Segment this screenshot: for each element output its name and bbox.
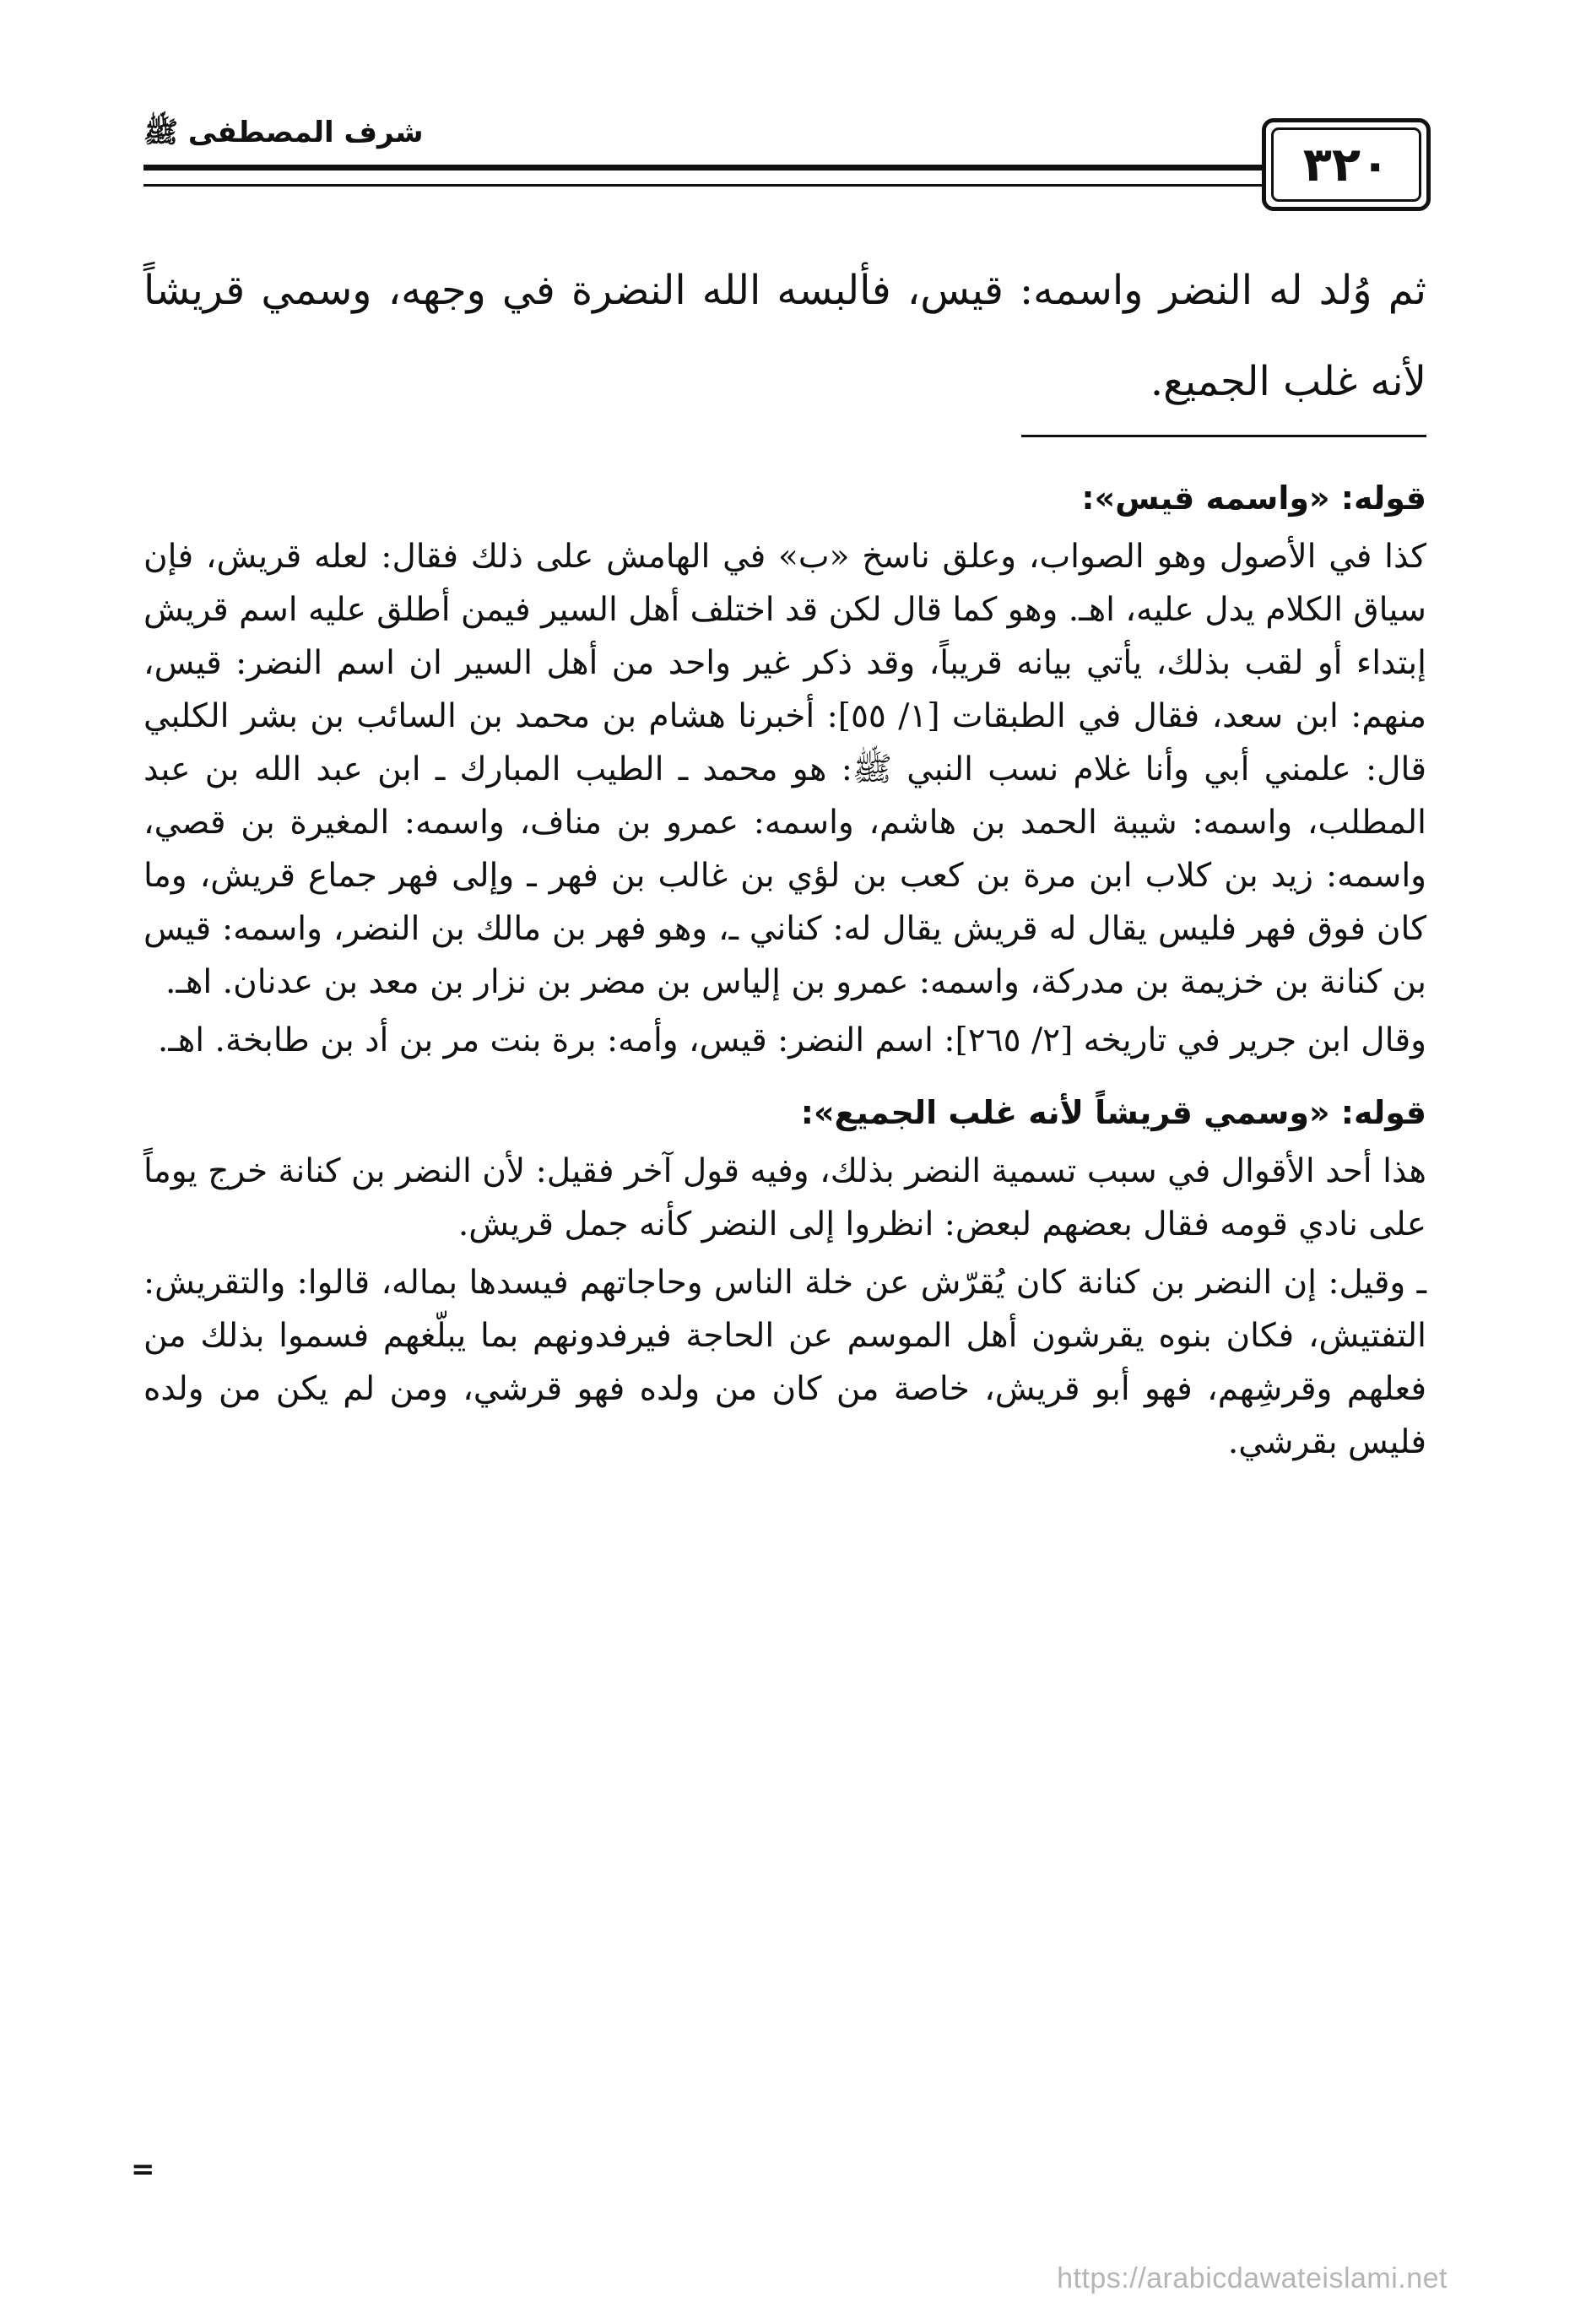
page-number: ٣٢٠ (1302, 137, 1390, 192)
watermark-url: https://arabicdawateislami.net (1057, 2262, 1448, 2294)
note-heading: قوله: «وسمي قريشاً لأنه غلب الجميع»: (800, 1094, 1426, 1131)
note-paragraph: هذا أحد الأقوال في سبب تسمية النضر بذلك، وفيه قول آخر فقيل: لأن النضر بن كنانة خرج يوماً على نادي قومه فقال بعضهم لبعض: انظروا إلى النضر كأنه جمل قريش. (143, 1152, 1426, 1243)
commentary-section (143, 473, 1426, 1474)
main-text: ثم وُلد له النضر واسمه: قيس، فألبسه الله النضرة في وجهه، وسمي قريشاً لأنه غلب الجميع. (143, 267, 1426, 405)
main-text-block (143, 245, 1426, 427)
note-paragraph: كذا في الأصول وهو الصواب، وعلق ناسخ «ب» في الهامش على ذلك فقال: لعله قريش، فإن سياق الكلام يدل عليه، اهـ. وهو كما قال لكن قد اختلف أهل السير فيمن أطلق عليه اسم قريش إبتداء أو لقب بذلك، يأتي بيانه قريباً، وقد ذكر غير واحد من أهل السير ان اسم النضر: قيس، منهم: ابن سعد، فقال في الطبقات [١/ ٥٥]: أخبرنا هشام بن محمد بن السائب بن بشر الكلبي قال: علمني أبي وأنا غلام نسب النبي ﷺ: هو محمد ـ الطيب المبارك ـ ابن عبد الله بن عبد المطلب، واسمه: شيبة الحمد بن هاشم، واسمه: عمرو بن مناف، واسمه: المغيرة بن قصي، واسمه: زيد بن كلاب ابن مرة بن كعب بن لؤي بن غالب بن فهر ـ وإلى فهر جماع قريش، وما كان فوق فهر فليس يقال له قريش يقال له: كناني ـ، وهو فهر بن مالك بن النضر، واسمه: قيس بن كنانة بن خزيمة بن مدركة، واسمه: عمرو بن إلياس بن مضر بن نزار بن معد بن عدنان. اهـ. (143, 538, 1426, 1001)
header-rule (143, 165, 1304, 187)
page-header (143, 118, 1431, 219)
footnote-separator (1021, 435, 1426, 437)
note-paragraph: ـ وقيل: إن النضر بن كنانة كان يُقرّش عن خلة الناس وحاجاتهم فيسدها بماله، قالوا: والتقريش: التفتيش، فكان بنوه يقرشون أهل الموسم عن الحاجة فيرفدونهم بما يبلّغهم فسموا بذلك من فعلهم وقرشِهم، فهو أبو قريش، خاصة من كان من ولده فهو قرشي، ومن لم يكن من ولده فليس بقرشي. (143, 1264, 1426, 1461)
running-title: شرف المصطفى ﷺ (143, 116, 424, 149)
page-number-frame (1262, 118, 1431, 211)
note-paragraph: وقال ابن جرير في تاريخه [٢/ ٢٦٥]: اسم النضر: قيس، وأمه: برة بنت مر بن أد بن طابخة. اهـ. (157, 1021, 1426, 1059)
note-heading: قوله: «واسمه قيس»: (1081, 479, 1426, 517)
continuation-mark: = (131, 2153, 155, 2186)
